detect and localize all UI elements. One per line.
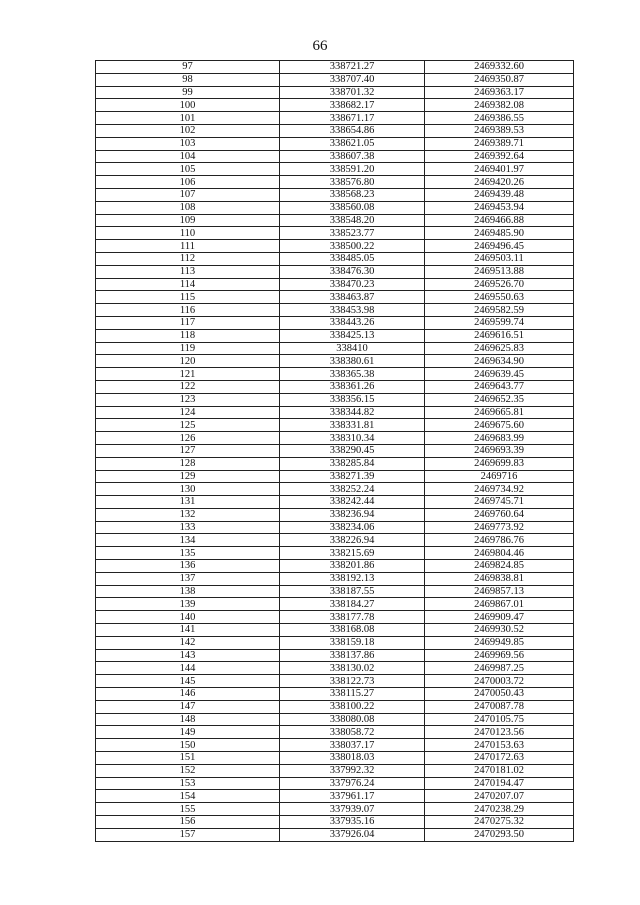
table-row [96,752,574,765]
point-number-cell: 103 [96,137,280,150]
y-coordinate-cell: 2469699.83 [425,457,574,470]
x-coordinate-cell: 338344.82 [280,406,425,419]
y-coordinate-cell: 2469773.92 [425,521,574,534]
x-coordinate-cell: 338476.30 [280,265,425,278]
point-number-cell: 121 [96,368,280,381]
y-coordinate-cell: 2470153.63 [425,739,574,752]
point-number-cell: 146 [96,688,280,701]
point-number-cell: 111 [96,240,280,253]
table-row [96,598,574,611]
y-coordinate-cell: 2469665.81 [425,406,574,419]
y-coordinate-cell: 2469675.60 [425,419,574,432]
y-coordinate-cell: 2470238.29 [425,803,574,816]
x-coordinate-cell: 338721.27 [280,61,425,74]
y-coordinate-cell: 2470275.32 [425,816,574,829]
table-row [96,675,574,688]
x-coordinate-cell: 338485.05 [280,252,425,265]
table-row [96,624,574,637]
point-number-cell: 98 [96,73,280,86]
x-coordinate-cell: 338500.22 [280,240,425,253]
x-coordinate-cell: 338037.17 [280,739,425,752]
point-number-cell: 139 [96,598,280,611]
point-number-cell: 140 [96,611,280,624]
table-row [96,764,574,777]
point-number-cell: 152 [96,764,280,777]
point-number-cell: 126 [96,432,280,445]
x-coordinate-cell: 338654.86 [280,124,425,137]
x-coordinate-cell: 338560.08 [280,201,425,214]
y-coordinate-cell: 2469909.47 [425,611,574,624]
x-coordinate-cell: 338310.34 [280,432,425,445]
table-row [96,739,574,752]
x-coordinate-cell: 338168.08 [280,624,425,637]
point-number-cell: 113 [96,265,280,278]
table-row [96,547,574,560]
x-coordinate-cell: 338290.45 [280,444,425,457]
table-row [96,150,574,163]
table-row [96,61,574,74]
point-number-cell: 145 [96,675,280,688]
x-coordinate-cell: 338018.03 [280,752,425,765]
x-coordinate-cell: 338187.55 [280,585,425,598]
x-coordinate-cell: 338137.86 [280,649,425,662]
table-row [96,508,574,521]
y-coordinate-cell: 2469582.59 [425,304,574,317]
y-coordinate-cell: 2469634.90 [425,355,574,368]
x-coordinate-cell: 338576.80 [280,176,425,189]
point-number-cell: 117 [96,316,280,329]
table-row [96,534,574,547]
y-coordinate-cell: 2469420.26 [425,176,574,189]
y-coordinate-cell: 2469496.45 [425,240,574,253]
x-coordinate-cell: 338058.72 [280,726,425,739]
table-row [96,649,574,662]
y-coordinate-cell: 2469503.11 [425,252,574,265]
point-number-cell: 150 [96,739,280,752]
table-row [96,214,574,227]
y-coordinate-cell: 2469466.88 [425,214,574,227]
point-number-cell: 143 [96,649,280,662]
point-number-cell: 106 [96,176,280,189]
x-coordinate-cell: 337976.24 [280,777,425,790]
table-row [96,240,574,253]
y-coordinate-cell: 2470181.02 [425,764,574,777]
point-number-cell: 116 [96,304,280,317]
table-row [96,496,574,509]
x-coordinate-cell: 338425.13 [280,329,425,342]
coordinates-table [95,60,574,842]
table-row [96,790,574,803]
point-number-cell: 112 [96,252,280,265]
page-number: 66 [312,38,328,54]
point-number-cell: 130 [96,483,280,496]
point-number-cell: 144 [96,662,280,675]
x-coordinate-cell: 338242.44 [280,496,425,509]
table-row [96,560,574,573]
y-coordinate-cell: 2469969.56 [425,649,574,662]
table-row [96,342,574,355]
x-coordinate-cell: 337926.04 [280,828,425,841]
point-number-cell: 99 [96,86,280,99]
y-coordinate-cell: 2469389.53 [425,124,574,137]
y-coordinate-cell: 2469526.70 [425,278,574,291]
x-coordinate-cell: 338271.39 [280,470,425,483]
point-number-cell: 157 [96,828,280,841]
point-number-cell: 153 [96,777,280,790]
table-row [96,688,574,701]
y-coordinate-cell: 2469599.74 [425,316,574,329]
table-row [96,188,574,201]
y-coordinate-cell: 2470105.75 [425,713,574,726]
y-coordinate-cell: 2469453.94 [425,201,574,214]
table-row [96,380,574,393]
y-coordinate-cell: 2469439.48 [425,188,574,201]
table-row [96,86,574,99]
x-coordinate-cell: 338122.73 [280,675,425,688]
y-coordinate-cell: 2469392.64 [425,150,574,163]
point-number-cell: 101 [96,112,280,125]
table-row [96,611,574,624]
table-row [96,304,574,317]
table-row [96,816,574,829]
x-coordinate-cell: 338236.94 [280,508,425,521]
table-row [96,176,574,189]
y-coordinate-cell: 2470207.07 [425,790,574,803]
table-row [96,432,574,445]
point-number-cell: 131 [96,496,280,509]
point-number-cell: 118 [96,329,280,342]
table-row [96,700,574,713]
table-row [96,419,574,432]
x-coordinate-cell: 338130.02 [280,662,425,675]
y-coordinate-cell: 2469363.17 [425,86,574,99]
point-number-cell: 102 [96,124,280,137]
table-row [96,316,574,329]
x-coordinate-cell: 338331.81 [280,419,425,432]
point-number-cell: 109 [96,214,280,227]
x-coordinate-cell: 338453.98 [280,304,425,317]
point-number-cell: 155 [96,803,280,816]
point-number-cell: 122 [96,380,280,393]
y-coordinate-cell: 2469838.81 [425,572,574,585]
y-coordinate-cell: 2469625.83 [425,342,574,355]
x-coordinate-cell: 338226.94 [280,534,425,547]
table-row [96,112,574,125]
table-row [96,252,574,265]
table-row [96,470,574,483]
x-coordinate-cell: 338607.38 [280,150,425,163]
point-number-cell: 115 [96,291,280,304]
x-coordinate-cell: 338568.23 [280,188,425,201]
point-number-cell: 114 [96,278,280,291]
y-coordinate-cell: 2469332.60 [425,61,574,74]
x-coordinate-cell: 338356.15 [280,393,425,406]
table-row [96,124,574,137]
table-row [96,636,574,649]
y-coordinate-cell: 2469804.46 [425,547,574,560]
point-number-cell: 124 [96,406,280,419]
table-row [96,803,574,816]
point-number-cell: 149 [96,726,280,739]
x-coordinate-cell: 338470.23 [280,278,425,291]
y-coordinate-cell: 2469734.92 [425,483,574,496]
point-number-cell: 154 [96,790,280,803]
point-number-cell: 108 [96,201,280,214]
x-coordinate-cell: 338523.77 [280,227,425,240]
x-coordinate-cell: 338192.13 [280,572,425,585]
x-coordinate-cell: 338159.18 [280,636,425,649]
point-number-cell: 100 [96,99,280,112]
point-number-cell: 138 [96,585,280,598]
x-coordinate-cell: 338591.20 [280,163,425,176]
point-number-cell: 104 [96,150,280,163]
table-row [96,99,574,112]
table-row [96,163,574,176]
point-number-cell: 147 [96,700,280,713]
y-coordinate-cell: 2469386.55 [425,112,574,125]
y-coordinate-cell: 2469716 [425,470,574,483]
y-coordinate-cell: 2470003.72 [425,675,574,688]
point-number-cell: 133 [96,521,280,534]
table-row [96,355,574,368]
table-row [96,393,574,406]
point-number-cell: 136 [96,560,280,573]
x-coordinate-cell: 338548.20 [280,214,425,227]
point-number-cell: 125 [96,419,280,432]
table-row [96,73,574,86]
x-coordinate-cell: 338234.06 [280,521,425,534]
y-coordinate-cell: 2469683.99 [425,432,574,445]
y-coordinate-cell: 2469987.25 [425,662,574,675]
point-number-cell: 135 [96,547,280,560]
table-row [96,329,574,342]
point-number-cell: 128 [96,457,280,470]
x-coordinate-cell: 338361.26 [280,380,425,393]
y-coordinate-cell: 2469350.87 [425,73,574,86]
y-coordinate-cell: 2469745.71 [425,496,574,509]
table-row [96,585,574,598]
point-number-cell: 148 [96,713,280,726]
x-coordinate-cell: 338184.27 [280,598,425,611]
table-row [96,662,574,675]
y-coordinate-cell: 2470293.50 [425,828,574,841]
point-number-cell: 127 [96,444,280,457]
y-coordinate-cell: 2469401.97 [425,163,574,176]
x-coordinate-cell: 338201.86 [280,560,425,573]
point-number-cell: 120 [96,355,280,368]
point-number-cell: 142 [96,636,280,649]
x-coordinate-cell: 338701.32 [280,86,425,99]
point-number-cell: 151 [96,752,280,765]
x-coordinate-cell: 337935.16 [280,816,425,829]
x-coordinate-cell: 338671.17 [280,112,425,125]
table-row [96,444,574,457]
y-coordinate-cell: 2470123.56 [425,726,574,739]
table-row [96,572,574,585]
y-coordinate-cell: 2469930.52 [425,624,574,637]
point-number-cell: 119 [96,342,280,355]
y-coordinate-cell: 2469824.85 [425,560,574,573]
y-coordinate-cell: 2469867.01 [425,598,574,611]
point-number-cell: 110 [96,227,280,240]
table-row [96,406,574,419]
x-coordinate-cell: 338682.17 [280,99,425,112]
y-coordinate-cell: 2469550.63 [425,291,574,304]
coordinates-table-body [96,61,574,842]
table-row [96,777,574,790]
point-number-cell: 105 [96,163,280,176]
point-number-cell: 129 [96,470,280,483]
y-coordinate-cell: 2469389.71 [425,137,574,150]
y-coordinate-cell: 2469643.77 [425,380,574,393]
point-number-cell: 132 [96,508,280,521]
table-row [96,201,574,214]
y-coordinate-cell: 2470087.78 [425,700,574,713]
y-coordinate-cell: 2469786.76 [425,534,574,547]
table-row [96,521,574,534]
point-number-cell: 123 [96,393,280,406]
table-row [96,713,574,726]
table-row [96,828,574,841]
point-number-cell: 97 [96,61,280,74]
y-coordinate-cell: 2469639.45 [425,368,574,381]
x-coordinate-cell: 338410 [280,342,425,355]
table-row [96,265,574,278]
table-row [96,291,574,304]
y-coordinate-cell: 2470194.47 [425,777,574,790]
point-number-cell: 156 [96,816,280,829]
x-coordinate-cell: 337939.07 [280,803,425,816]
point-number-cell: 134 [96,534,280,547]
table-row [96,137,574,150]
point-number-cell: 137 [96,572,280,585]
y-coordinate-cell: 2469652.35 [425,393,574,406]
x-coordinate-cell: 338115.27 [280,688,425,701]
y-coordinate-cell: 2470050.43 [425,688,574,701]
table-row [96,227,574,240]
y-coordinate-cell: 2469693.39 [425,444,574,457]
y-coordinate-cell: 2469616.51 [425,329,574,342]
x-coordinate-cell: 338621.05 [280,137,425,150]
table-row [96,457,574,470]
table-row [96,368,574,381]
x-coordinate-cell: 337961.17 [280,790,425,803]
x-coordinate-cell: 338443.26 [280,316,425,329]
y-coordinate-cell: 2469513.88 [425,265,574,278]
y-coordinate-cell: 2469485.90 [425,227,574,240]
x-coordinate-cell: 338100.22 [280,700,425,713]
y-coordinate-cell: 2469857.13 [425,585,574,598]
y-coordinate-cell: 2470172.63 [425,752,574,765]
x-coordinate-cell: 338215.69 [280,547,425,560]
x-coordinate-cell: 338707.40 [280,73,425,86]
point-number-cell: 141 [96,624,280,637]
y-coordinate-cell: 2469382.08 [425,99,574,112]
x-coordinate-cell: 338365.38 [280,368,425,381]
x-coordinate-cell: 338285.84 [280,457,425,470]
x-coordinate-cell: 338177.78 [280,611,425,624]
table-row [96,726,574,739]
table-row [96,483,574,496]
y-coordinate-cell: 2469949.85 [425,636,574,649]
y-coordinate-cell: 2469760.64 [425,508,574,521]
x-coordinate-cell: 337992.32 [280,764,425,777]
x-coordinate-cell: 338080.08 [280,713,425,726]
x-coordinate-cell: 338463.87 [280,291,425,304]
x-coordinate-cell: 338380.61 [280,355,425,368]
point-number-cell: 107 [96,188,280,201]
x-coordinate-cell: 338252.24 [280,483,425,496]
table-row [96,278,574,291]
